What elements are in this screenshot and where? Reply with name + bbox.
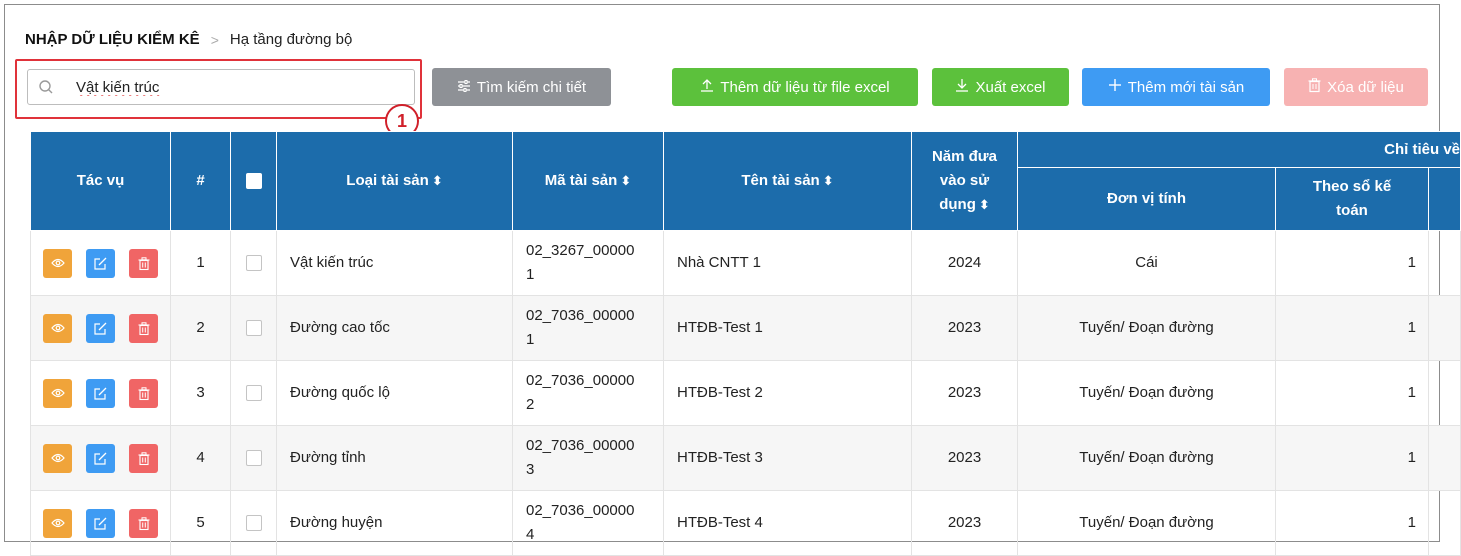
cell-overflow	[1429, 426, 1461, 491]
trash-icon	[138, 387, 150, 400]
header-index: #	[171, 132, 231, 231]
cell-asset-code	[513, 231, 664, 296]
header-year-line2: vào sử	[939, 172, 990, 189]
cell-unit: Tuyến/ Đoạn đường	[1018, 426, 1276, 491]
cell-index: 5	[171, 491, 231, 556]
header-year-line3: dụng	[939, 196, 976, 213]
select-all-checkbox[interactable]	[246, 173, 262, 189]
cell-unit: Tuyến/ Đoạn đường	[1018, 491, 1276, 556]
header-book-line1: Theo sổ kế	[1312, 178, 1392, 195]
cell-index: 1	[171, 231, 231, 296]
sort-icon[interactable]: ⬍	[978, 197, 990, 212]
cell-asset-type: Đường huyện	[277, 491, 513, 556]
row-checkbox[interactable]	[246, 515, 262, 531]
cell-index: 2	[171, 296, 231, 361]
cell-year: 2023	[912, 296, 1018, 361]
edit-button[interactable]	[86, 379, 115, 408]
row-actions	[31, 361, 171, 426]
header-asset-code-label: Mã tài sản	[544, 172, 618, 189]
cell-year: 2023	[912, 491, 1018, 556]
header-asset-name-label: Tên tài sản	[741, 172, 820, 189]
delete-button[interactable]	[129, 379, 158, 408]
cell-year: 2023	[912, 426, 1018, 491]
header-asset-type[interactable]	[277, 132, 513, 231]
edit-button[interactable]	[86, 509, 115, 538]
upload-icon	[700, 78, 714, 96]
cell-year: 2023	[912, 361, 1018, 426]
filter-icon	[457, 79, 471, 96]
asset-code-line2: 2	[526, 396, 535, 413]
cell-asset-type: Vật kiến trúc	[277, 231, 513, 296]
cell-asset-type: Đường tỉnh	[277, 426, 513, 491]
header-group-label: Chỉ tiêu về	[1384, 140, 1461, 158]
delete-button[interactable]	[129, 444, 158, 473]
export-excel-button[interactable]	[932, 68, 1069, 106]
header-unit: Đơn vị tính	[1018, 168, 1276, 231]
header-book	[1276, 168, 1429, 231]
table-row	[31, 361, 1461, 426]
cell-select[interactable]	[231, 426, 277, 491]
table-row	[31, 296, 1461, 361]
detail-search-label: Tìm kiếm chi tiết	[476, 78, 587, 96]
cell-asset-name: HTĐB-Test 2	[664, 361, 912, 426]
edit-icon	[94, 387, 107, 400]
cell-overflow	[1429, 296, 1461, 361]
delete-button[interactable]	[129, 249, 158, 278]
header-actions: Tác vụ	[31, 132, 171, 231]
cell-asset-code	[513, 361, 664, 426]
delete-data-button[interactable]	[1284, 68, 1428, 106]
download-icon	[955, 78, 969, 96]
step-badge: 1	[385, 104, 419, 138]
trash-icon	[138, 452, 150, 465]
cell-book-qty: 1	[1276, 231, 1429, 296]
cell-index: 4	[171, 426, 231, 491]
cell-overflow	[1429, 361, 1461, 426]
view-button[interactable]	[43, 509, 72, 538]
view-button[interactable]	[43, 249, 72, 278]
edit-button[interactable]	[86, 444, 115, 473]
breadcrumb-root[interactable]: NHẬP DỮ LIỆU KIỂM KÊ	[25, 31, 200, 48]
asset-table	[30, 131, 1461, 556]
row-checkbox[interactable]	[246, 385, 262, 401]
delete-button[interactable]	[129, 509, 158, 538]
row-actions	[31, 296, 171, 361]
cell-unit: Tuyến/ Đoạn đường	[1018, 296, 1276, 361]
cell-asset-name: HTĐB-Test 4	[664, 491, 912, 556]
header-book-line2: toán	[1336, 202, 1368, 219]
cell-overflow	[1429, 491, 1461, 556]
asset-code-line1: 02_3267_00000	[526, 242, 635, 259]
row-actions	[31, 426, 171, 491]
cell-unit: Cái	[1018, 231, 1276, 296]
breadcrumb-current: Hạ tầng đường bộ	[229, 31, 353, 48]
eye-icon	[51, 258, 65, 268]
edit-button[interactable]	[86, 249, 115, 278]
cell-unit: Tuyến/ Đoạn đường	[1018, 361, 1276, 426]
eye-icon	[51, 518, 65, 528]
delete-data-label: Xóa dữ liệu	[1327, 78, 1404, 96]
cell-book-qty: 1	[1276, 491, 1429, 556]
cell-select[interactable]	[231, 361, 277, 426]
header-group	[1018, 132, 1461, 168]
breadcrumb-separator: >	[210, 31, 219, 48]
export-excel-label: Xuất excel	[975, 78, 1046, 96]
header-year-line1: Năm đưa	[931, 148, 998, 165]
edit-icon	[94, 452, 107, 465]
asset-code-line1: 02_7036_00000	[526, 307, 635, 324]
row-checkbox[interactable]	[246, 255, 262, 271]
edit-icon	[94, 322, 107, 335]
app-frame	[4, 4, 1461, 543]
trash-icon	[138, 517, 150, 530]
search-icon	[28, 79, 64, 95]
eye-icon	[51, 323, 65, 333]
header-asset-name[interactable]	[664, 132, 912, 231]
trash-icon	[1308, 78, 1321, 96]
trash-icon	[138, 322, 150, 335]
table-row	[31, 491, 1461, 556]
row-checkbox[interactable]	[246, 450, 262, 466]
cell-book-qty: 1	[1276, 361, 1429, 426]
cell-asset-code	[513, 491, 664, 556]
cell-select[interactable]	[231, 296, 277, 361]
sort-icon[interactable]: ⬍	[822, 173, 834, 188]
asset-code-line2: 4	[526, 526, 535, 543]
cell-select[interactable]	[231, 231, 277, 296]
view-button[interactable]	[43, 379, 72, 408]
cell-asset-code	[513, 296, 664, 361]
sort-icon[interactable]: ⬍	[431, 173, 443, 188]
cell-asset-name: HTĐB-Test 1	[664, 296, 912, 361]
header-overflow	[1429, 168, 1461, 231]
cell-select[interactable]	[231, 491, 277, 556]
header-year[interactable]	[912, 132, 1018, 231]
cell-year: 2024	[912, 231, 1018, 296]
asset-code-line2: 1	[526, 266, 535, 283]
search-box[interactable]	[27, 69, 415, 105]
edit-icon	[94, 517, 107, 530]
asset-code-line2: 1	[526, 331, 535, 348]
cell-asset-code	[513, 426, 664, 491]
asset-code-line1: 02_7036_00000	[526, 502, 635, 519]
sort-icon[interactable]: ⬍	[620, 173, 632, 188]
cell-overflow	[1429, 231, 1461, 296]
edit-button[interactable]	[86, 314, 115, 343]
row-actions	[31, 491, 171, 556]
row-actions	[31, 231, 171, 296]
add-asset-label: Thêm mới tài sản	[1127, 78, 1245, 96]
plus-icon	[1108, 78, 1122, 96]
header-asset-type-label: Loại tài sản	[346, 172, 429, 189]
row-checkbox[interactable]	[246, 320, 262, 336]
delete-button[interactable]	[129, 314, 158, 343]
view-button[interactable]	[43, 314, 72, 343]
cell-book-qty: 1	[1276, 296, 1429, 361]
detail-search-button[interactable]	[432, 68, 611, 106]
eye-icon	[51, 453, 65, 463]
cell-asset-name: Nhà CNTT 1	[664, 231, 912, 296]
view-button[interactable]	[43, 444, 72, 473]
header-asset-code[interactable]	[513, 132, 664, 231]
import-excel-button[interactable]	[672, 68, 918, 106]
asset-code-line1: 02_7036_00000	[526, 372, 635, 389]
breadcrumb	[25, 31, 352, 48]
eye-icon	[51, 388, 65, 398]
cell-asset-type: Đường cao tốc	[277, 296, 513, 361]
header-select-all[interactable]	[231, 132, 277, 231]
trash-icon	[138, 257, 150, 270]
cell-index: 3	[171, 361, 231, 426]
cell-book-qty: 1	[1276, 426, 1429, 491]
asset-code-line1: 02_7036_00000	[526, 437, 635, 454]
cell-asset-type: Đường quốc lộ	[277, 361, 513, 426]
import-excel-label: Thêm dữ liệu từ file excel	[720, 78, 890, 96]
add-asset-button[interactable]	[1082, 68, 1270, 106]
edit-icon	[94, 257, 107, 270]
search-input[interactable]	[76, 79, 396, 96]
cell-asset-name: HTĐB-Test 3	[664, 426, 912, 491]
table-row	[31, 231, 1461, 296]
table-row	[31, 426, 1461, 491]
asset-code-line2: 3	[526, 461, 535, 478]
